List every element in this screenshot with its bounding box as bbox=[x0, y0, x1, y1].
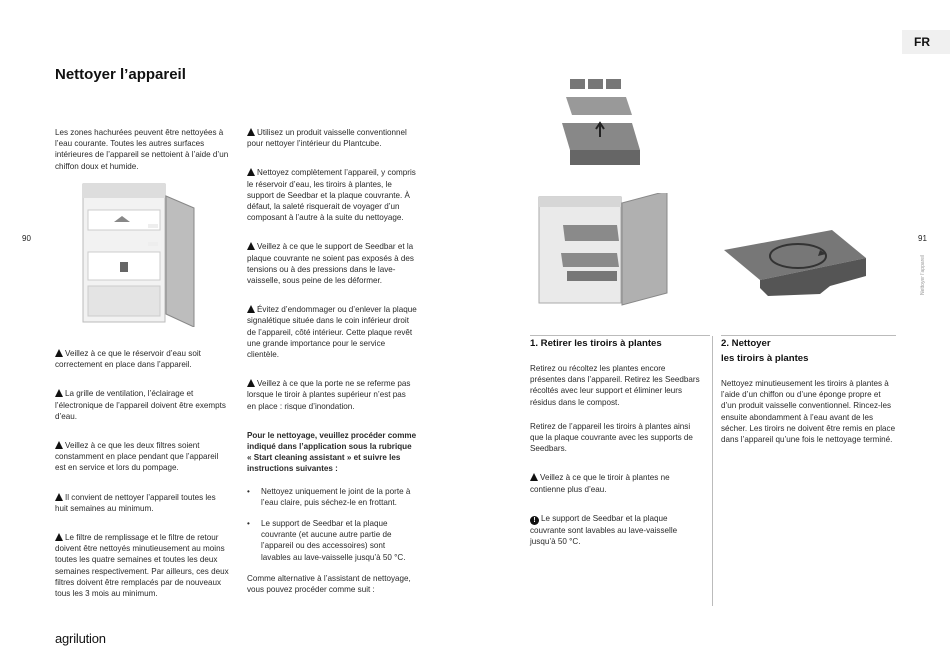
warning-icon bbox=[247, 305, 255, 313]
warning-icon bbox=[247, 168, 255, 176]
instructions-intro: Pour le nettoyage, veuillez procéder comme indiqué dans l’application sous la rubrique « Start cleaning assistant » et suivre les instructions suivantes : bbox=[247, 430, 417, 474]
column-4 bbox=[721, 336, 896, 463]
warning-item: Veillez à ce que le tiroir à plantes ne contienne plus d’eau. bbox=[530, 473, 670, 494]
warning-icon bbox=[247, 242, 255, 250]
warning-icon bbox=[55, 533, 63, 541]
warning-item: Veillez à ce que les deux filtres soient constamment en place pendant que l’appareil est en service et lors du pompage. bbox=[55, 441, 219, 473]
paragraph: Retirez de l’appareil les tiroirs à plantes ainsi que la plaque couvrante avec les supports de Seedbars. bbox=[530, 421, 693, 454]
outro-text: Comme alternative à l’assistant de nettoyage, vous pouvez procéder comme suit : bbox=[247, 573, 411, 595]
drawer-exploded-illustration bbox=[560, 75, 650, 175]
cover-plate-illustration bbox=[720, 228, 870, 298]
paragraph: Retirez ou récoltez les plantes encore présentes dans l’appareil. Retirez les Seedbars récoltés avec leur support et éliminer leurs résidus dans le compost. bbox=[530, 364, 700, 407]
info-item: ! Le support de Seedbar et la plaque couvrante sont lavables au lave-vaisselle jusqu’à 50 °C. bbox=[530, 513, 678, 547]
warning-item: Veillez à ce que le support de Seedbar et la plaque couvrante ne soient pas exposés à des tensions ou à des pressions dans le lave-vaisselle, sous peine de les déformer. bbox=[247, 242, 414, 286]
column-2 bbox=[247, 127, 417, 595]
warning-icon bbox=[55, 441, 63, 449]
info-icon: ! bbox=[530, 516, 539, 525]
warning-item: La grille de ventilation, l’éclairage et l’électronique de l’appareil doivent être exempts d’eau. bbox=[55, 389, 226, 421]
section-heading: 1. Retirer les tiroirs à plantes bbox=[530, 338, 662, 349]
section-heading: 2. Nettoyer bbox=[721, 338, 771, 349]
warning-icon bbox=[55, 493, 63, 501]
warning-icon bbox=[247, 379, 255, 387]
warning-icon bbox=[247, 128, 255, 136]
warning-item: Utilisez un produit vaisselle conventionnel pour nettoyer l’intérieur du Plantcube. bbox=[247, 128, 407, 149]
warning-icon bbox=[55, 349, 63, 357]
paragraph: Nettoyez minutieusement les tiroirs à plantes à l’aide d’un chiffon ou d’une éponge propre et d’un produit vaisselle conventionnel. Rincez-les ensuite abondamment à l’eau avant de les sécher. Les tiroirs ne doivent être remis en place dans l’appareil qu’une fois le nettoyage terminé. bbox=[721, 379, 896, 445]
warning-item: Il convient de nettoyer l’appareil toutes les huit semaines au minimum. bbox=[55, 492, 216, 513]
page-title: Nettoyer l’appareil bbox=[55, 66, 186, 83]
language-tab: FR bbox=[902, 30, 950, 54]
column-1-warnings bbox=[55, 348, 230, 617]
intro-text: Les zones hachurées peuvent être nettoyées à l’eau courante. Toutes les autres surfaces intérieures de l’appareil se nettoient à l’aide d’un chiffon doux et humide. bbox=[55, 128, 229, 171]
warning-item: Évitez d’endommager ou d’enlever la plaque signalétique située dans le coin inférieur droit de l’appareil, côté intérieur. Cette plaque revêt une grande importance pour le service clientèle. bbox=[247, 305, 417, 360]
warning-item: Veillez à ce que la porte ne se referme pas lorsque le tiroir à plantes supérieur n’est pas en place : risque d’inondation. bbox=[247, 379, 411, 411]
page-number-left: 90 bbox=[22, 234, 31, 243]
warning-icon bbox=[530, 473, 538, 481]
side-label: Nettoyer l’appareil bbox=[920, 254, 926, 295]
column-1 bbox=[55, 127, 230, 190]
warning-item: Le filtre de remplissage et le filtre de retour doivent être nettoyés minutieusement au moins toutes les quatre semaines et toutes les deux semaines respectivement. Par ailleurs, ces deux filtres doivent être remplacés par de nouveaux tous les 3 mois au minimum. bbox=[55, 533, 229, 599]
brand-logo: agrilution bbox=[55, 631, 106, 646]
section-heading: les tiroirs à plantes bbox=[721, 353, 809, 364]
appliance-illustration bbox=[82, 182, 197, 327]
appliance-drawers-illustration bbox=[537, 193, 672, 308]
warning-item: Nettoyez complètement l’appareil, y compris le réservoir d’eau, les tiroirs à plantes, le support de Seedbar et la plaque couvrante. À défaut, la saleté risquerait de voyager d’un composant à l’autre à la suite du nettoyage. bbox=[247, 168, 416, 223]
warning-item: Veillez à ce que le réservoir d’eau soit correctement en place dans l’appareil. bbox=[55, 349, 201, 370]
list-item: • Le support de Seedbar et la plaque couvrante (et aucune autre partie de l’appareil ou des accessoires) sont lavables au lave-vaisselle jusqu’à 50 °C. bbox=[247, 519, 406, 562]
page-number-right: 91 bbox=[918, 234, 927, 243]
column-3 bbox=[530, 336, 702, 565]
column-divider bbox=[712, 336, 713, 606]
list-item: • Nettoyez uniquement le joint de la porte à l’eau claire, puis séchez-le en frottant. bbox=[247, 486, 411, 507]
warning-icon bbox=[55, 389, 63, 397]
